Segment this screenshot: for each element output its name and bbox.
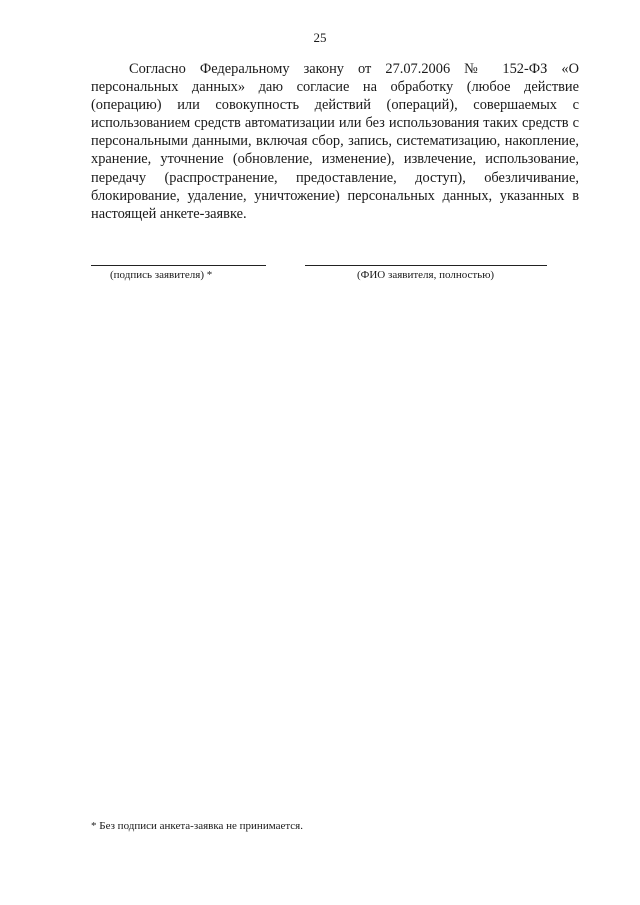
signature-caption: (подпись заявителя) * — [110, 269, 213, 281]
consent-paragraph: Согласно Федеральному закону от 27.07.2006 № 152-ФЗ «О персональных данных» даю согласие на обработку (любое действие (операцию) или совокупность действий (операций), совершаемых с использованием средств автоматизации или без использования таких средств с персональными данными, включая сбор, запись, систематизацию, накопление, хранение, уточнение (обновление, изменение), извлечение, использование, передачу (распространение, предоставление, доступ), обезличивание, блокирование, удаление, уничтожение) персональных данных, указанных в настоящей анкете-заявке. — [91, 61, 579, 222]
footnote: * Без подписи анкета-заявка не принимается. — [91, 820, 303, 832]
signature-line — [91, 265, 266, 266]
page-number: 25 — [313, 30, 327, 45]
full-name-caption: (ФИО заявителя, полностью) — [357, 269, 495, 281]
full-name-line — [305, 265, 547, 266]
